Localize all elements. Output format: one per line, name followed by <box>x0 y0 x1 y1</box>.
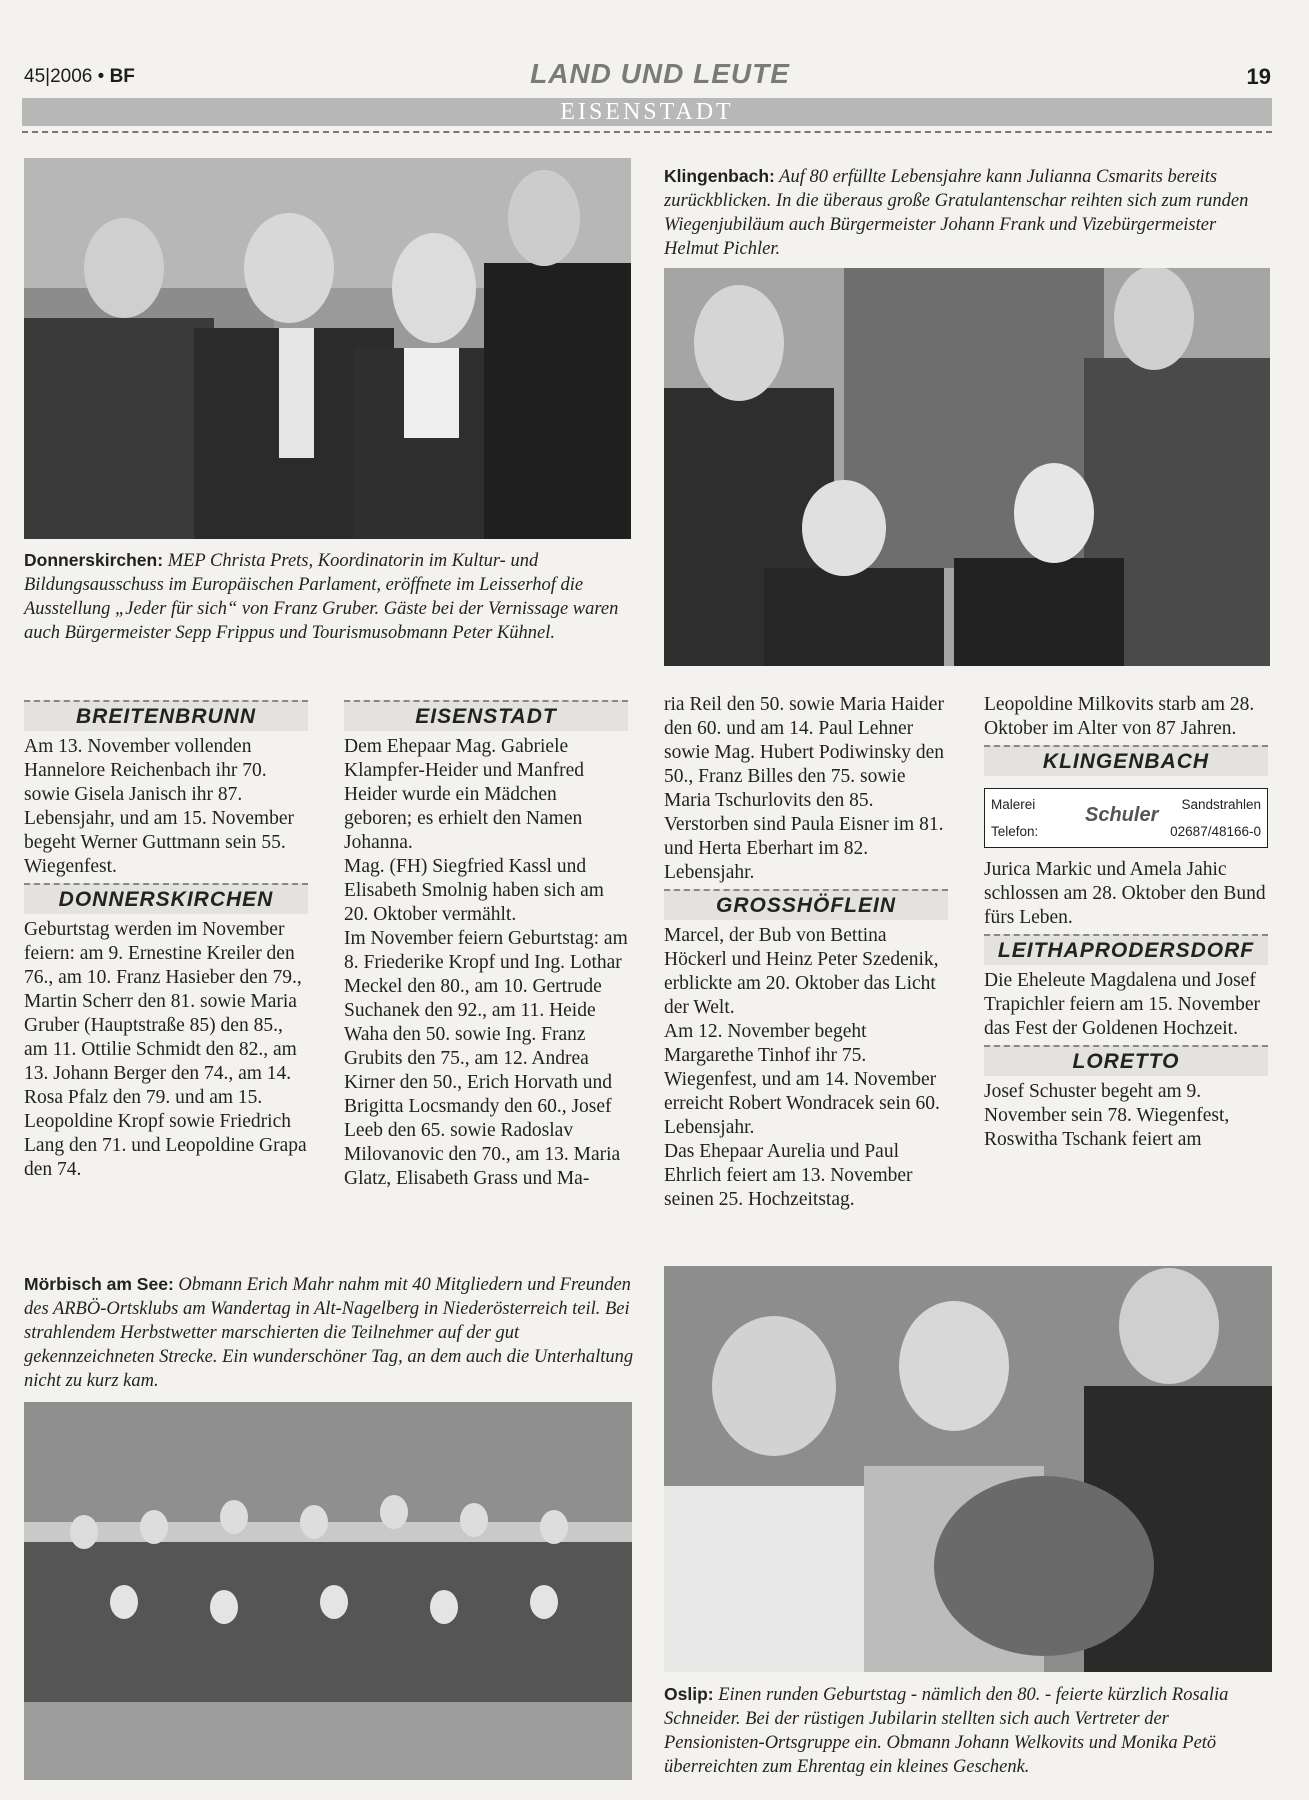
text-eisenstadt-1: Dem Ehepaar Mag. Gabriele Klampfer-Heider und Manfred Heider wurde ein Mädchen geboren; es erhielt den Namen Johanna. <box>344 736 585 853</box>
photo-donnerskirchen <box>24 158 631 539</box>
text-milkovits: Leopoldine Milkovits starb am 28. Oktober im Alter von 87 Jahren. <box>984 694 1255 739</box>
text-donnerskirchen: Geburtstag werden im November feiern: am 9. Ernestine Kreiler den 76., am 10. Franz Hasieber den 79., Martin Scherr den 81. sowie Maria Gruber (Hauptstraße 85) den 85., am 11. Ottilie Schmidt den 82., am 13. Johann Berger den 74., am 14. Rosa Pfalz den 79. und am 15. Leopoldine Kropf sowie Friedrich Lang den 71. und Leopoldine Grapa den 74. <box>24 919 307 1180</box>
section-title: LAND UND LEUTE <box>530 58 790 89</box>
ad-right-bottom: 02687/48166-0 <box>1170 824 1261 839</box>
column-3 <box>664 693 948 1212</box>
text-eisenstadt-2: Mag. (FH) Siegfried Kassl und Elisabeth Smolnig haben sich am 20. Oktober vermählt. <box>344 856 604 925</box>
page-number: 19 <box>1246 64 1271 89</box>
heading-leithaprodersdorf: LEITHAPRODERSDORF <box>984 934 1268 965</box>
caption-oslip: Oslip: Einen runden Geburtstag - nämlich den 80. - feierte kürzlich Rosalia Schneider. Bei der rüstigen Jubilarin stellten sich auch Vertreter der Pensionisten-Ortsgruppe ein. Obmann Johann Welkovits und Monika Petö überreichten zum Ehrentag ein kleines Geschenk. <box>664 1684 1229 1777</box>
text-leithaprodersdorf: Die Eheleute Magdalena und Josef Trapichler feiern am 15. November das Fest der Goldenen Hochzeit. <box>984 970 1260 1039</box>
text-breitenbrunn: Am 13. November vollenden Hannelore Reichenbach ihr 70. sowie Gisela Janisch ihr 87. Lebensjahr, und am 15. November begeht Werner Guttmann sein 55. Wiegenfest. <box>24 736 294 877</box>
column-4 <box>984 693 1268 1152</box>
paper-name: BF <box>109 66 135 87</box>
header-divider <box>22 131 1272 133</box>
heading-breitenbrunn: BREITENBRUNN <box>24 700 308 731</box>
region-title: EISENSTADT <box>560 99 734 125</box>
photo-oslip <box>664 1266 1272 1672</box>
text-grosshoeflein-3: Das Ehepaar Aurelia und Paul Ehrlich feiert am 13. November seinen 25. Hochzeitstag. <box>664 1141 913 1210</box>
caption-donnerskirchen: Donnerskirchen: MEP Christa Prets, Koordinatorin im Kultur- und Bildungsausschuss im Europäischen Parlament, eröffnete im Leisserhof die Ausstellung „Jeder für sich“ von Franz Gruber. Gäste bei der Vernissage waren auch Bürgermeister Sepp Frippus und Tourismusobmann Peter Kühnel. <box>24 550 619 643</box>
advertisement <box>984 788 1268 848</box>
photo-klingenbach <box>664 268 1270 666</box>
column-2 <box>344 696 628 1191</box>
caption-moerbisch: Mörbisch am See: Obmann Erich Mahr nahm mit 40 Mitgliedern und Freunden des ARBÖ-Ortsklubs am Wandertag in Alt-Nagelberg in Niederösterreich teil. Bei strahlendem Herbstwetter marschierten die Teilnehmer auf der gut gekennzeichneten Strecke. Ein wunderschöner Tag, an dem auch die Unterhaltung nicht zu kurz kam. <box>24 1274 634 1391</box>
issue-number: 45|2006 • BF <box>24 66 135 87</box>
photo-moerbisch <box>24 1402 632 1780</box>
text-grosshoeflein-1: Marcel, der Bub von Bettina Höckerl und Heinz Peter Szedenik, erblickte am 20. Oktober das Licht der Welt. <box>664 925 939 1018</box>
ad-logo: Schuler <box>1085 804 1159 826</box>
ad-left-top: Malerei <box>991 797 1036 812</box>
text-grosshoeflein-2: Am 12. November begeht Margarethe Tinhof ihr 75. Wiegenfest, und am 14. November erreicht Robert Wondracek sein 60. Lebensjahr. <box>664 1021 940 1138</box>
heading-grosshoeflein: GROSSHÖFLEIN <box>664 889 948 920</box>
heading-loretto: LORETTO <box>984 1045 1268 1076</box>
text-eisenstadt-3: Im November feiern Geburtstag: am 8. Friederike Kropf und Ing. Lothar Meckel den 80., am 10. Gertrude Suchanek den 92., am 11. Heide Waha den 50. sowie Ing. Franz Grubits den 75., am 12. Andrea Kirner den 50., Erich Horvath und Brigitta Locsmandy den 60., Josef Leeb den 65. sowie Radoslav Milovanovic den 70., am 13. Maria Glatz, Elisabeth Grass und Ma- <box>344 928 628 1189</box>
heading-klingenbach: KLINGENBACH <box>984 745 1268 776</box>
region-banner <box>22 98 1272 126</box>
column-1 <box>24 696 308 1182</box>
text-klingenbach: Jurica Markic und Amela Jahic schlossen am 28. Oktober den Bund fürs Leben. <box>984 859 1266 928</box>
heading-donnerskirchen: DONNERSKIRCHEN <box>24 883 308 914</box>
ad-left-bottom: Telefon: <box>991 824 1039 839</box>
caption-klingenbach: Klingenbach: Auf 80 erfüllte Lebensjahre kann Julianna Csmarits bereits zurückblicken. In die überaus große Gratulantenschar reihten sich zum runden Wiegenjubiläum auch Bürgermeister Johann Frank und Vizebürgermeister Helmut Pichler. <box>664 166 1249 259</box>
text-loretto: Josef Schuster begeht am 9. November sein 78. Wiegenfest, Roswitha Tschank feiert am <box>984 1081 1230 1150</box>
ad-right-top: Sandstrahlen <box>1181 797 1261 812</box>
text-eisenstadt-cont: ria Reil den 50. sowie Maria Haider den 60. und am 14. Paul Lehner sowie Mag. Hubert Podiwinsky den 50., Franz Billes den 75. sowie Maria Tschurlovits den 85. Verstorben sind Paula Eisner im 81. und Herta Eberhart im 82. Lebensjahr. <box>664 694 945 883</box>
heading-eisenstadt: EISENSTADT <box>344 700 628 731</box>
